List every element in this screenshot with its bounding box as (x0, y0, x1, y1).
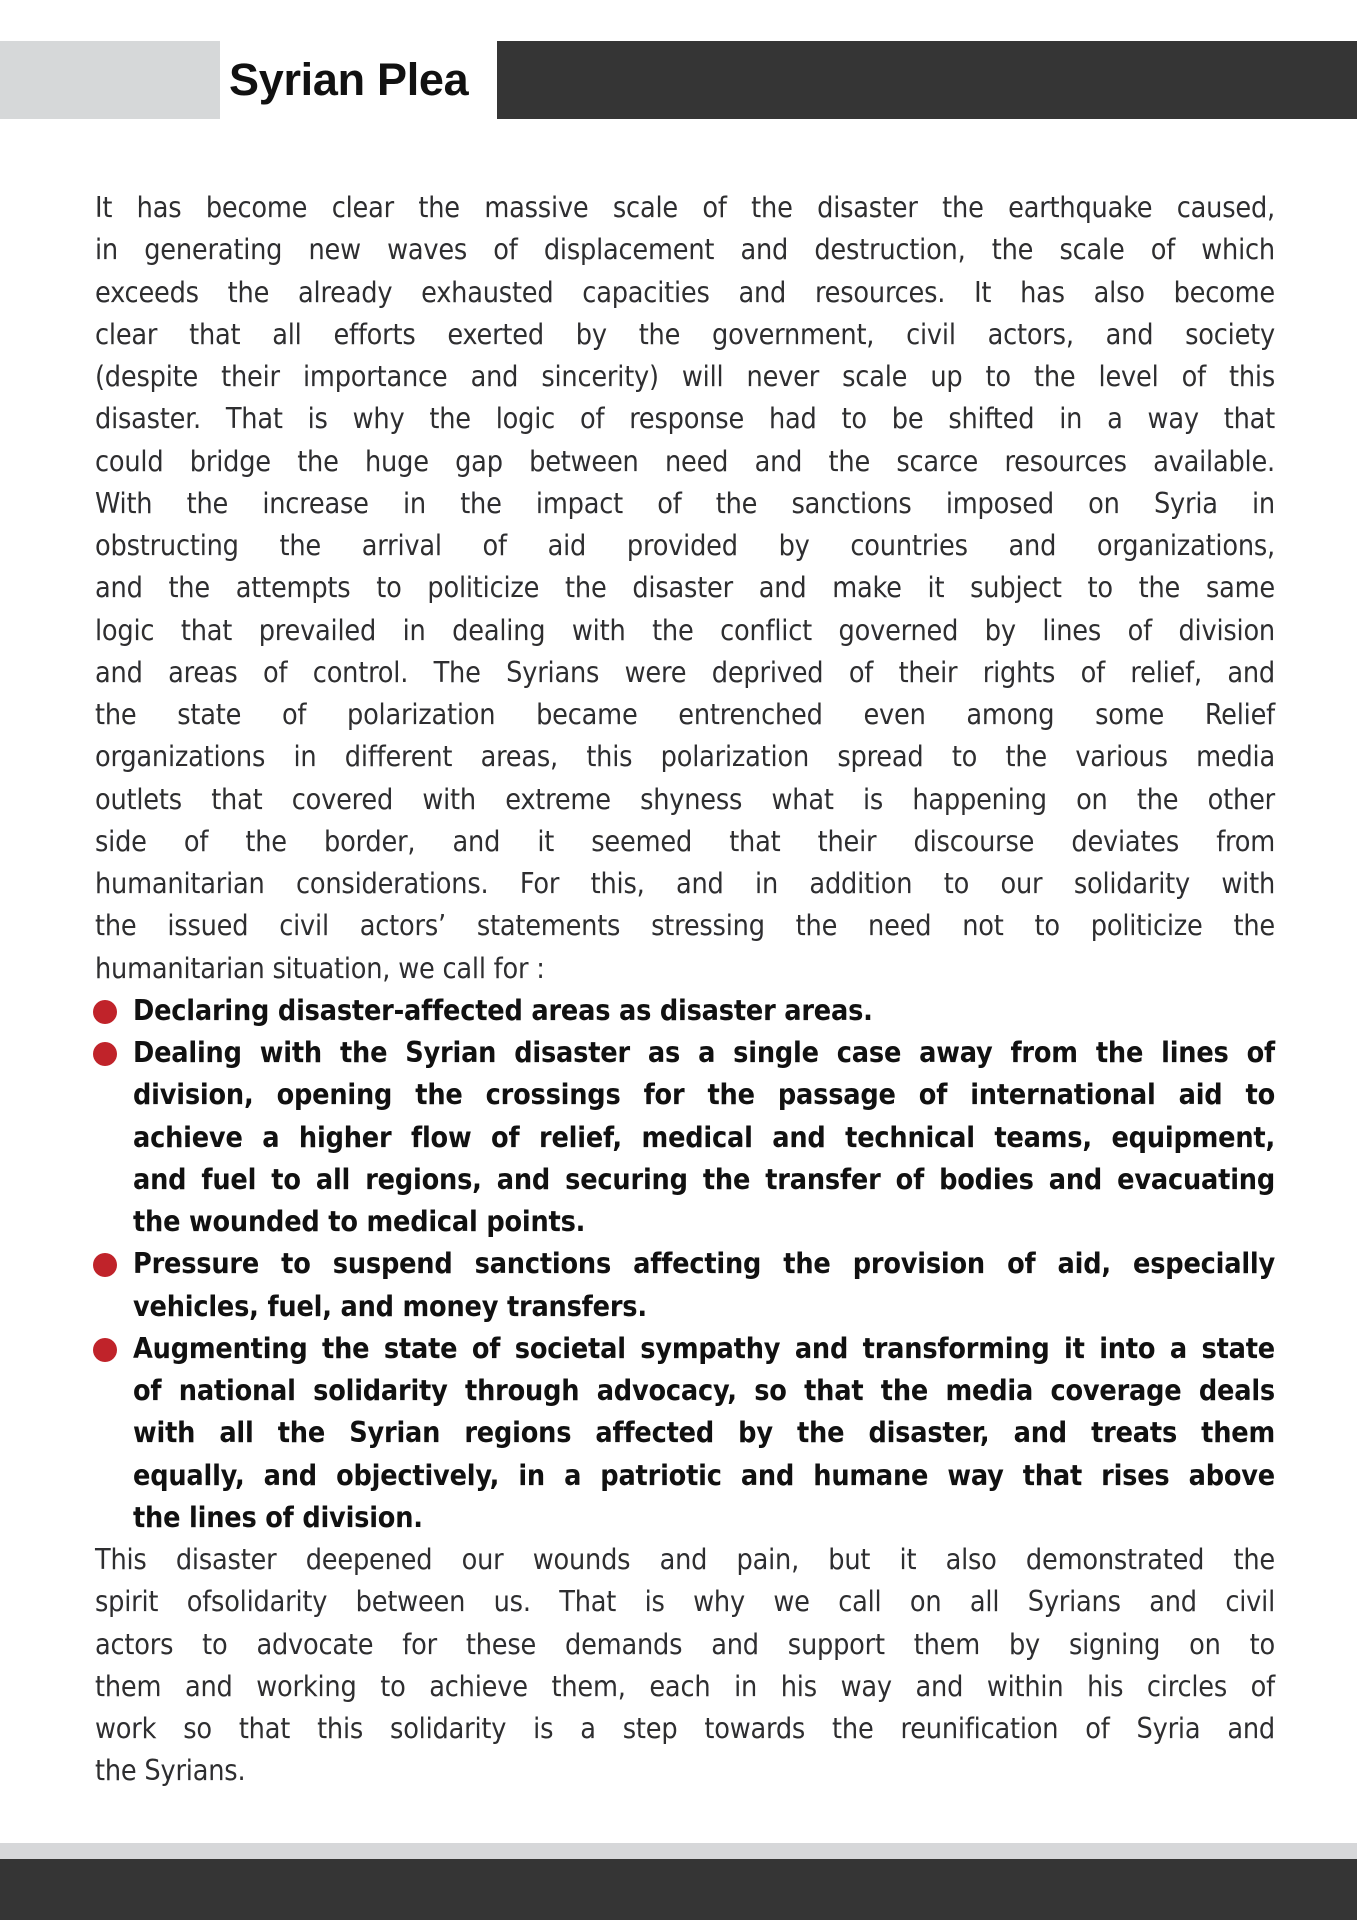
text-line: equally, and objectively, in a patriotic and humane way that rises above (133, 1458, 1275, 1492)
demand-item (95, 1243, 1275, 1328)
page-title: Syrian Plea (229, 54, 469, 105)
text-line: With the increase in the impact of the sanctions imposed on Syria in (95, 486, 1275, 520)
text-line: exceeds the already exhausted capacities and resources. It has also become (95, 275, 1275, 309)
header-gray-bar (0, 41, 220, 119)
text-line: the wounded to medical points. (133, 1205, 586, 1238)
text-line: the issued civil actors’ statements stressing the need not to politicize the (95, 909, 1275, 943)
text-line: disaster. That is why the logic of response had to be shifted in a way that (95, 402, 1275, 436)
text-line: actors to advocate for these demands and support them by signing on to (95, 1627, 1275, 1661)
footer-dark-bar (0, 1859, 1357, 1920)
text-line: Augmenting the state of societal sympathy and transforming it into a state (133, 1331, 1275, 1365)
text-line: division, opening the crossings for the passage of international aid to (133, 1078, 1275, 1112)
text-line: the lines of division. (133, 1500, 423, 1534)
text-line: in generating new waves of displacement and destruction, the scale of which (95, 233, 1275, 267)
text-line: organizations in different areas, this polarization spread to the various media (95, 740, 1275, 774)
text-line: could bridge the huge gap between need and the scarce resources available. (95, 444, 1275, 478)
text-line: logic that prevailed in dealing with the conflict governed by lines of division (95, 613, 1275, 647)
text-line: Declaring disaster-affected areas as disaster areas. (133, 993, 873, 1027)
text-line: obstructing the arrival of aid provided by countries and organizations, (95, 529, 1275, 562)
text-line: and fuel to all regions, and securing the transfer of bodies and evacuating (133, 1162, 1275, 1196)
text-line: with all the Syrian regions affected by the disaster, and treats them (133, 1416, 1275, 1450)
demand-item (95, 1032, 1275, 1243)
text-line: Pressure to suspend sanctions affecting the provision of aid, especially (133, 1247, 1275, 1281)
text-line: and the attempts to politicize the disaster and make it subject to the same (95, 571, 1275, 605)
text-line: the state of polarization became entrenched even among some Relief (95, 698, 1275, 731)
bullet-dot-icon (93, 1042, 117, 1066)
text-line: It has become clear the massive scale of the disaster the earthquake caused, (95, 191, 1275, 224)
text-line: Dealing with the Syrian disaster as a single case away from the lines of (133, 1036, 1275, 1069)
text-line: work so that this solidarity is a step towards the reunification of Syria and (95, 1712, 1275, 1745)
demand-item (95, 990, 1275, 1032)
text-line: humanitarian considerations. For this, and in addition to our solidarity with (95, 867, 1275, 900)
intro-paragraph (95, 187, 1275, 990)
bullet-dot-icon (93, 1338, 117, 1362)
text-line: humanitarian situation, we call for : (95, 951, 545, 985)
text-line: This disaster deepened our wounds and pain, but it also demonstrated the (95, 1543, 1275, 1576)
text-line: achieve a higher flow of relief, medical and technical teams, equipment, (133, 1120, 1275, 1154)
demands-list (95, 990, 1275, 1539)
header-dark-bar (497, 41, 1357, 119)
text-line: outlets that covered with extreme shyness what is happening on the other (95, 782, 1275, 816)
closing-paragraph (95, 1539, 1275, 1793)
text-line: them and working to achieve them, each in his way and within his circles of (95, 1669, 1275, 1703)
bullet-dot-icon (93, 1253, 117, 1277)
footer-gray-bar (0, 1843, 1357, 1859)
text-line: spirit ofsolidarity between us. That is why we call on all Syrians and civil (95, 1585, 1275, 1619)
text-line: clear that all efforts exerted by the government, civil actors, and society (95, 317, 1275, 351)
bullet-dot-icon (93, 1000, 117, 1024)
text-line: (despite their importance and sincerity) will never scale up to the level of this (95, 360, 1275, 393)
text-line: vehicles, fuel, and money transfers. (133, 1289, 647, 1323)
text-line: of national solidarity through advocacy, so that the media coverage deals (133, 1374, 1275, 1407)
text-line: and areas of control. The Syrians were deprived of their rights of relief, and (95, 655, 1275, 689)
document-body (95, 187, 1275, 1793)
text-line: side of the border, and it seemed that their discourse deviates from (95, 824, 1275, 858)
demand-item (95, 1328, 1275, 1539)
text-line: the Syrians. (95, 1754, 246, 1788)
